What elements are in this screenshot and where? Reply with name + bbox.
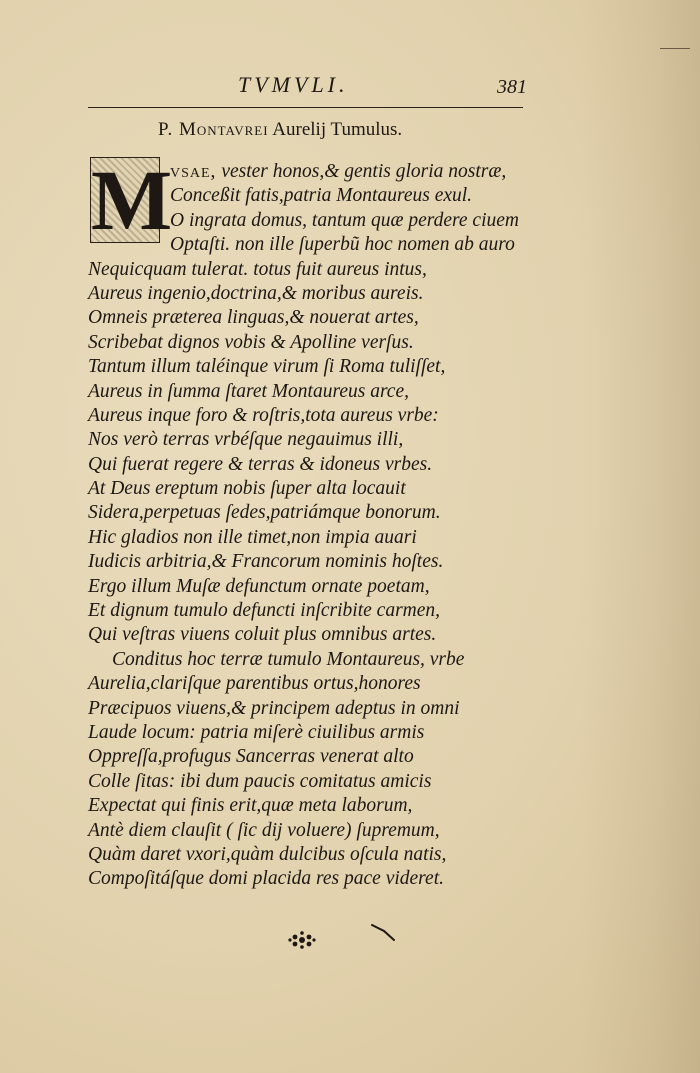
head-rule bbox=[88, 107, 523, 108]
first-line-rest: vester honos,& gentis gloria nostræ, bbox=[216, 161, 507, 182]
initial-letter: M bbox=[91, 152, 173, 248]
poem-line: Quàm daret vxori,quàm dulcibus oſcula natis, bbox=[88, 843, 447, 865]
poem-title bbox=[158, 119, 402, 141]
title-name: P. Montavrei bbox=[158, 119, 269, 140]
poem-line: Sidera,perpetuas ſedes,patriámque bonorum. bbox=[88, 502, 441, 524]
poem-line: Optaſti. non ille ſuperbũ hoc nomen ab auro bbox=[170, 234, 515, 256]
poem-line: Antè diem clauſit ( ſic dij voluere) ſupremum, bbox=[88, 819, 440, 841]
poem-line: Oppreſſa,profugus Sancerras venerat alto bbox=[88, 746, 414, 768]
poem-line: Nequicquam tulerat. totus fuit aureus intus, bbox=[88, 258, 427, 280]
running-head: TVMVLI. bbox=[238, 72, 349, 97]
poem-line: At Deus ereptum nobis ſuper alta locauit bbox=[88, 478, 406, 500]
poem-line: Scribebat dignos vobis & Apolline verſus. bbox=[88, 331, 414, 353]
poem-line: Colle ſitas: ibi dum paucis comitatus amicis bbox=[88, 770, 432, 792]
fleuron-ornament bbox=[287, 929, 317, 951]
poem-line: Expectat qui finis erit,quæ meta laborum, bbox=[88, 795, 413, 817]
poem-line: Qui fuerat regere & terras & idoneus vrbes. bbox=[88, 453, 433, 475]
poem-line: Qui veſtras viuens coluit plus omnibus artes. bbox=[88, 624, 437, 646]
poem-line: O ingrata domus, tantum quæ perdere ciuem bbox=[170, 209, 519, 231]
poem-line: Et dignum tumulo defuncti inſcribite carmen, bbox=[88, 600, 441, 622]
poem-line: Aureus inque foro & roſtris,tota aureus vrbe: bbox=[88, 404, 439, 426]
poem-line: Conditus hoc terræ tumulo Montaureus, vrbe bbox=[112, 648, 465, 670]
title-rest: Aurelij Tumulus. bbox=[268, 119, 403, 140]
margin-mark bbox=[660, 48, 690, 49]
poem-line-first bbox=[88, 160, 548, 184]
page-number: 381 bbox=[497, 76, 527, 98]
poem-line: Aureus ingenio,doctrina,& moribus aureis. bbox=[88, 282, 424, 304]
poem-line: Iudicis arbitria,& Francorum nominis hoſtes. bbox=[88, 551, 444, 573]
poem-line: Compoſitáſque domi placida res pace videret. bbox=[88, 868, 444, 890]
poem-line: Præcipuos viuens,& principem adeptus in omni bbox=[88, 697, 460, 719]
first-word: vsae, bbox=[170, 161, 217, 182]
ink-stroke bbox=[370, 922, 396, 942]
poem-text bbox=[88, 152, 548, 892]
poem-line: Nos verò terras vrbéſque negauimus illi, bbox=[88, 429, 404, 451]
poem-line: Aureus in ſumma ſtaret Montaureus arce, bbox=[88, 380, 409, 402]
show-through-area bbox=[580, 0, 700, 1073]
poem-line: Aurelia,clariſque parentibus ortus,honores bbox=[88, 673, 421, 695]
poem-line: Hic gladios non ille timet,non impia auari bbox=[88, 526, 417, 548]
poem-line: Ergo illum Muſæ defunctum ornate poetam, bbox=[88, 575, 430, 597]
poem-line: Tantum illum taléinque virum ſi Roma tuliſſet, bbox=[88, 356, 446, 378]
poem-line: Conceßit fatis,patria Montaureus exul. bbox=[170, 185, 473, 207]
poem-line: Laude locum: patria miſerè ciuilibus armis bbox=[88, 721, 425, 743]
poem-line: Omneis præterea linguas,& nouerat artes, bbox=[88, 307, 419, 329]
